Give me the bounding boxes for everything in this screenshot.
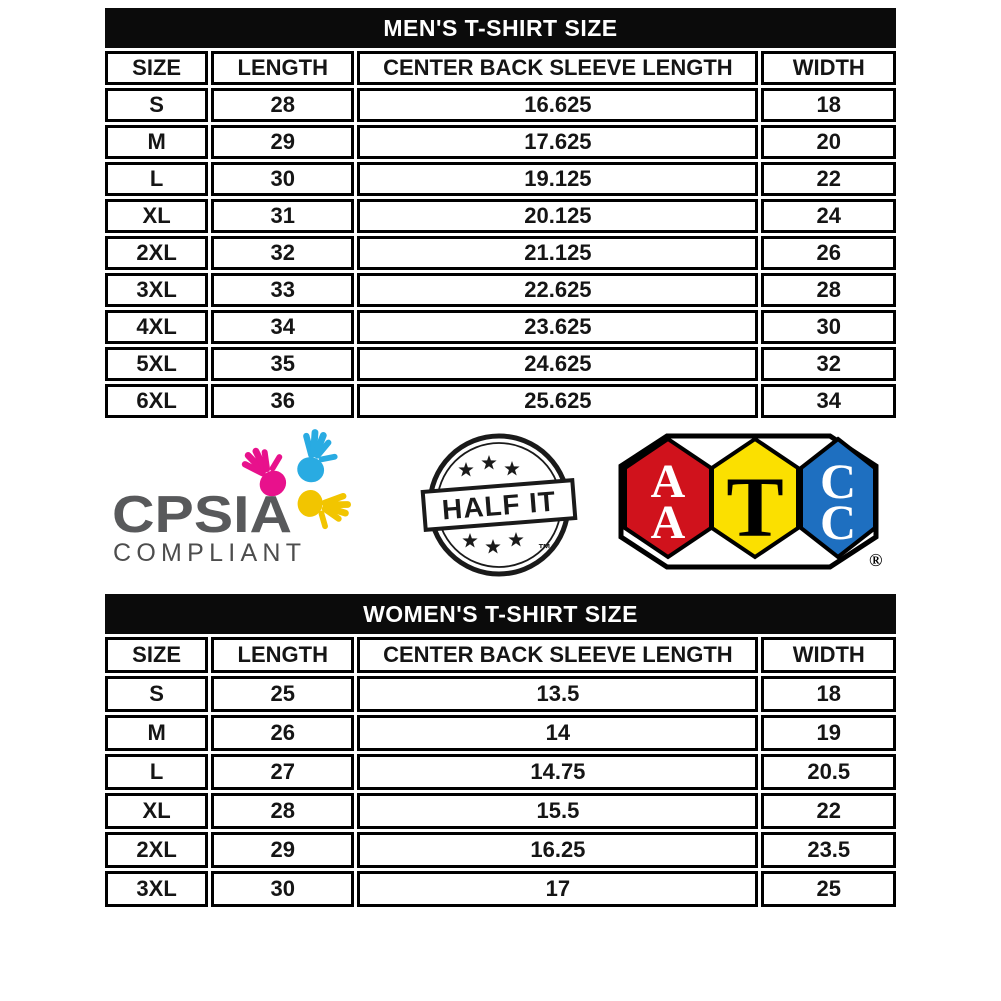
cell-cbsl: 21.125 bbox=[357, 236, 758, 270]
table-row bbox=[105, 236, 896, 270]
womens-table-title: WOMEN'S T-SHIRT SIZE bbox=[105, 594, 896, 634]
cpsia-title-text: CPSIA bbox=[112, 486, 292, 544]
mens-header-row bbox=[105, 51, 896, 85]
cell-size: L bbox=[105, 162, 208, 196]
star-icon bbox=[508, 532, 523, 546]
handprint-icon bbox=[294, 484, 354, 534]
table-row bbox=[105, 793, 896, 829]
cell-width: 24 bbox=[761, 199, 896, 233]
cell-size: 5XL bbox=[105, 347, 208, 381]
cell-width: 22 bbox=[761, 793, 896, 829]
star-icon bbox=[458, 462, 473, 476]
cell-cbsl: 20.125 bbox=[357, 199, 758, 233]
cell-width: 32 bbox=[761, 347, 896, 381]
cell-width: 20 bbox=[761, 125, 896, 159]
registered-symbol: ® bbox=[869, 550, 883, 570]
cell-width: 23.5 bbox=[761, 832, 896, 868]
cell-width: 19 bbox=[761, 715, 896, 751]
cell-cbsl: 15.5 bbox=[357, 793, 758, 829]
table-row bbox=[105, 754, 896, 790]
col-header-length: LENGTH bbox=[211, 51, 354, 85]
table-row bbox=[105, 310, 896, 344]
cell-length: 25 bbox=[211, 676, 354, 712]
col-header-size: SIZE bbox=[105, 637, 208, 673]
handprint-icon bbox=[291, 426, 344, 488]
table-row bbox=[105, 871, 896, 907]
cpsia-compliant-logo bbox=[112, 426, 354, 567]
cell-length: 30 bbox=[211, 871, 354, 907]
table-row bbox=[105, 832, 896, 868]
aatcc-logo bbox=[621, 436, 882, 570]
cell-size: S bbox=[105, 88, 208, 122]
cell-size: M bbox=[105, 125, 208, 159]
cell-cbsl: 14.75 bbox=[357, 754, 758, 790]
cell-length: 29 bbox=[211, 125, 354, 159]
cell-width: 22 bbox=[761, 162, 896, 196]
table-row bbox=[105, 676, 896, 712]
womens-header-row bbox=[105, 637, 896, 673]
cell-cbsl: 14 bbox=[357, 715, 758, 751]
womens-table-title-row bbox=[105, 594, 896, 634]
star-icon bbox=[462, 533, 477, 547]
aatcc-letter-a-top: A bbox=[650, 455, 686, 508]
table-row bbox=[105, 273, 896, 307]
womens-size-table bbox=[102, 591, 899, 910]
cell-length: 31 bbox=[211, 199, 354, 233]
col-header-width: WIDTH bbox=[761, 637, 896, 673]
cell-cbsl: 24.625 bbox=[357, 347, 758, 381]
col-header-length: LENGTH bbox=[211, 637, 354, 673]
cell-cbsl: 17 bbox=[357, 871, 758, 907]
table-row bbox=[105, 88, 896, 122]
cell-length: 32 bbox=[211, 236, 354, 270]
cell-cbsl: 16.25 bbox=[357, 832, 758, 868]
table-row bbox=[105, 199, 896, 233]
col-header-size: SIZE bbox=[105, 51, 208, 85]
col-header-center-back-sleeve-length: CENTER BACK SLEEVE LENGTH bbox=[357, 637, 758, 673]
table-row bbox=[105, 715, 896, 751]
cell-size: S bbox=[105, 676, 208, 712]
cell-length: 26 bbox=[211, 715, 354, 751]
cell-length: 30 bbox=[211, 162, 354, 196]
cell-length: 34 bbox=[211, 310, 354, 344]
trademark-symbol: ™ bbox=[538, 541, 551, 556]
cell-cbsl: 25.625 bbox=[357, 384, 758, 418]
half-it-label: HALF IT bbox=[440, 485, 558, 526]
certification-badges-row bbox=[0, 421, 1001, 583]
aatcc-letter-c-top: C bbox=[819, 453, 857, 509]
cell-width: 30 bbox=[761, 310, 896, 344]
cpsia-subtitle-text: COMPLIANT bbox=[113, 539, 301, 567]
cell-width: 26 bbox=[761, 236, 896, 270]
star-icon bbox=[504, 461, 519, 475]
cell-size: 4XL bbox=[105, 310, 208, 344]
cell-size: 3XL bbox=[105, 273, 208, 307]
star-icon bbox=[485, 539, 500, 553]
aatcc-letter-c-bottom: C bbox=[819, 494, 857, 550]
cell-length: 29 bbox=[211, 832, 354, 868]
table-row bbox=[105, 347, 896, 381]
cell-size: L bbox=[105, 754, 208, 790]
cell-length: 27 bbox=[211, 754, 354, 790]
cell-cbsl: 22.625 bbox=[357, 273, 758, 307]
cell-cbsl: 16.625 bbox=[357, 88, 758, 122]
cell-cbsl: 19.125 bbox=[357, 162, 758, 196]
cell-length: 36 bbox=[211, 384, 354, 418]
cell-width: 34 bbox=[761, 384, 896, 418]
star-icon bbox=[481, 455, 496, 469]
aatcc-letter-a-bottom: A bbox=[650, 496, 686, 549]
mens-size-table bbox=[102, 5, 899, 421]
cell-width: 18 bbox=[761, 88, 896, 122]
cell-cbsl: 13.5 bbox=[357, 676, 758, 712]
aatcc-letter-t: T bbox=[726, 459, 784, 555]
cell-length: 35 bbox=[211, 347, 354, 381]
col-header-width: WIDTH bbox=[761, 51, 896, 85]
cell-width: 28 bbox=[761, 273, 896, 307]
cell-size: XL bbox=[105, 793, 208, 829]
mens-size-chart-section bbox=[0, 0, 1001, 421]
mens-table-title: MEN'S T-SHIRT SIZE bbox=[105, 8, 896, 48]
col-header-center-back-sleeve-length: CENTER BACK SLEEVE LENGTH bbox=[357, 51, 758, 85]
cell-width: 25 bbox=[761, 871, 896, 907]
cell-cbsl: 17.625 bbox=[357, 125, 758, 159]
half-it-stamp-logo bbox=[423, 436, 576, 574]
cell-length: 28 bbox=[211, 793, 354, 829]
table-row bbox=[105, 125, 896, 159]
cell-width: 18 bbox=[761, 676, 896, 712]
cell-size: 2XL bbox=[105, 236, 208, 270]
cell-size: M bbox=[105, 715, 208, 751]
mens-table-title-row bbox=[105, 8, 896, 48]
cell-size: XL bbox=[105, 199, 208, 233]
cell-size: 3XL bbox=[105, 871, 208, 907]
table-row bbox=[105, 162, 896, 196]
table-row bbox=[105, 384, 896, 418]
cell-length: 28 bbox=[211, 88, 354, 122]
cell-cbsl: 23.625 bbox=[357, 310, 758, 344]
cell-length: 33 bbox=[211, 273, 354, 307]
womens-size-chart-section bbox=[0, 591, 1001, 910]
cell-size: 2XL bbox=[105, 832, 208, 868]
cell-size: 6XL bbox=[105, 384, 208, 418]
cell-width: 20.5 bbox=[761, 754, 896, 790]
